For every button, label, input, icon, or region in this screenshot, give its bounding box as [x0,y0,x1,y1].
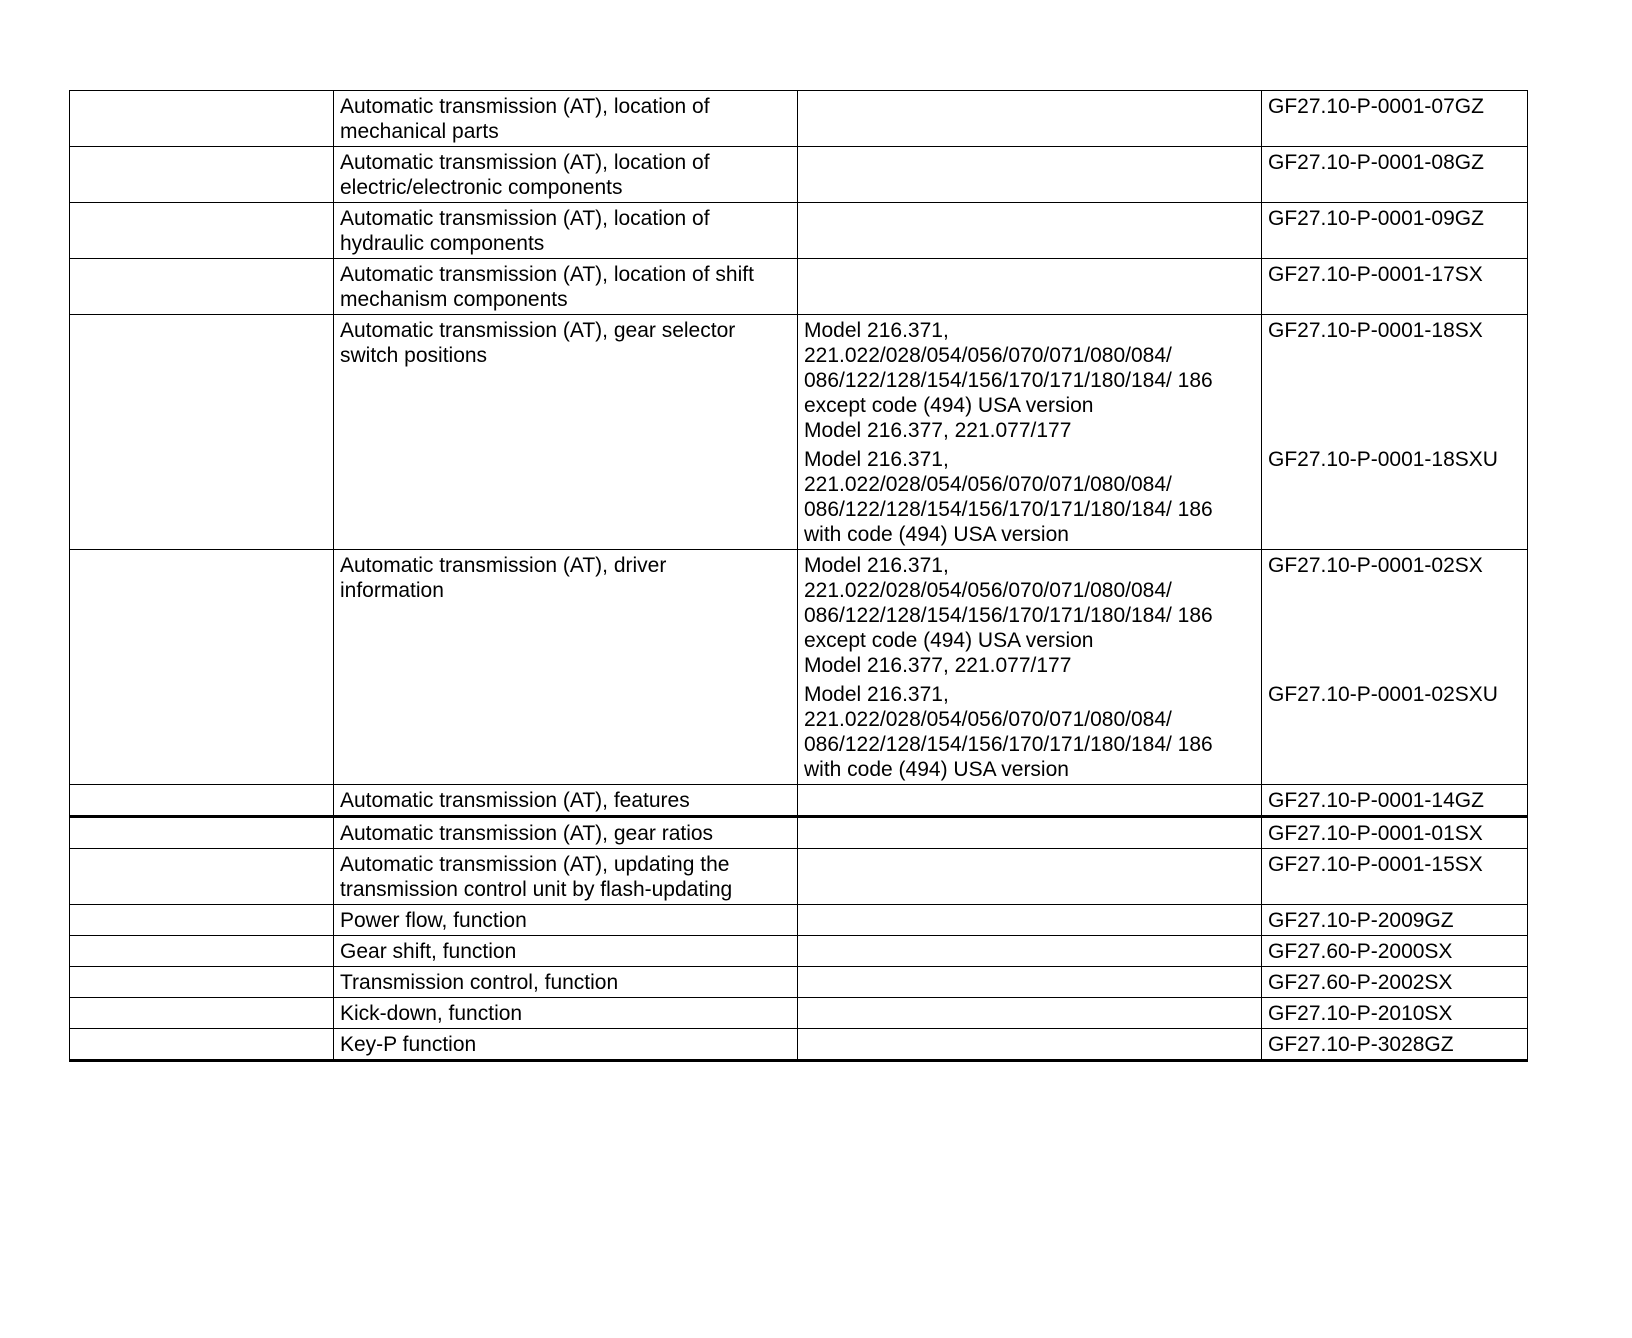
model-cell [798,147,1262,203]
model-text: Model 216.377, 221.077/177 [804,654,1072,677]
model-cell [798,936,1262,967]
topic-text: Automatic transmission (AT), driver [340,554,667,577]
document-code-link[interactable]: GF27.10-P-3028GZ [1268,1033,1454,1056]
topic-text: Automatic transmission (AT), location of [340,151,710,174]
model-text: 221.022/028/054/056/070/071/080/084/ [804,579,1172,602]
empty-cell [70,967,334,998]
empty-cell [70,203,334,259]
document-code-group [1268,970,1521,995]
document-code-group [1268,788,1521,813]
topic-text: information [340,579,444,602]
document-code-link[interactable]: GF27.10-P-0001-08GZ [1268,151,1484,174]
topic-text: electric/electronic components [340,176,623,199]
topic-text: Gear shift, function [340,940,517,963]
document-code-group [1268,447,1521,547]
table-row [70,91,1528,147]
topic-cell [334,817,798,849]
document-code-cell [1262,91,1528,147]
topic-cell [334,203,798,259]
document-code-cell [1262,849,1528,905]
topic-cell [334,147,798,203]
model-group [804,852,1255,877]
document-code-group [1268,318,1521,443]
topic-cell [334,936,798,967]
model-group [804,939,1255,964]
empty-cell [70,315,334,550]
table-row [70,1029,1528,1061]
topic-text: mechanical parts [340,120,499,143]
model-group [804,821,1255,846]
document-code-link[interactable]: GF27.10-P-0001-18SXU [1268,448,1498,471]
empty-cell [70,1029,334,1061]
model-text: 086/122/128/154/156/170/171/180/184/ 186 [804,498,1213,521]
topic-cell [334,1029,798,1061]
empty-cell [70,936,334,967]
table-row [70,817,1528,849]
model-text: Model 216.371, [804,683,949,706]
model-group [804,1001,1255,1026]
model-text: Model 216.377, 221.077/177 [804,419,1072,442]
model-group [804,94,1255,119]
topic-text: Key-P function [340,1033,477,1056]
topic-text: Kick-down, function [340,1002,523,1025]
model-group [804,1032,1255,1057]
model-group [804,553,1255,678]
document-code-group [1268,939,1521,964]
topic-cell [334,550,798,785]
table-row [70,315,1528,550]
document-code-cell [1262,259,1528,315]
topic-text: Automatic transmission (AT), gear ratios [340,822,714,845]
document-code-link[interactable]: GF27.10-P-0001-18SX [1268,319,1483,342]
model-text: Model 216.371, [804,319,949,342]
model-group [804,150,1255,175]
model-group [804,682,1255,782]
model-text: 221.022/028/054/056/070/071/080/084/ [804,473,1172,496]
document-code-cell [1262,817,1528,849]
model-cell [798,905,1262,936]
table-body [70,91,1528,1061]
table-row [70,936,1528,967]
model-cell [798,259,1262,315]
document-code-group [1268,682,1521,782]
model-group [804,908,1255,933]
document-code-link[interactable]: GF27.10-P-0001-09GZ [1268,207,1484,230]
model-cell [798,849,1262,905]
empty-cell [70,91,334,147]
topic-text: transmission control unit by flash-updating [340,878,733,901]
model-cell [798,315,1262,550]
model-cell [798,1029,1262,1061]
model-cell [798,967,1262,998]
document-code-cell [1262,203,1528,259]
topic-cell [334,998,798,1029]
document-code-cell [1262,147,1528,203]
topic-cell [334,849,798,905]
topic-text: Power flow, function [340,909,527,932]
model-text: 221.022/028/054/056/070/071/080/084/ [804,344,1172,367]
document-code-group [1268,206,1521,231]
document-code-group [1268,1001,1521,1026]
document-code-cell [1262,315,1528,550]
document-code-link[interactable]: GF27.10-P-0001-17SX [1268,263,1483,286]
document-code-group [1268,262,1521,287]
model-cell [798,785,1262,817]
document-code-link[interactable]: GF27.10-P-0001-07GZ [1268,95,1484,118]
topic-cell [334,91,798,147]
empty-cell [70,817,334,849]
model-cell [798,550,1262,785]
model-text: 086/122/128/154/156/170/171/180/184/ 186 [804,733,1213,756]
model-cell [798,998,1262,1029]
document-code-cell [1262,550,1528,785]
topic-text: Transmission control, function [340,971,619,994]
topic-text: Automatic transmission (AT), features [340,789,690,812]
document-code-cell [1262,936,1528,967]
model-group [804,318,1255,443]
document-code-group [1268,94,1521,119]
topic-cell [334,259,798,315]
table-row [70,785,1528,817]
model-text: 086/122/128/154/156/170/171/180/184/ 186 [804,604,1213,627]
document-code-group [1268,1032,1521,1057]
model-cell [798,817,1262,849]
empty-cell [70,849,334,905]
document-code-link[interactable]: GF27.10-P-0001-01SX [1268,822,1483,845]
model-text: 221.022/028/054/056/070/071/080/084/ [804,708,1172,731]
table-row [70,998,1528,1029]
topic-text: Automatic transmission (AT), updating the [340,853,730,876]
model-group [804,262,1255,287]
model-text: except code (494) USA version [804,394,1094,417]
empty-cell [70,998,334,1029]
document-code-cell [1262,998,1528,1029]
topic-text: Automatic transmission (AT), location of [340,207,710,230]
empty-cell [70,550,334,785]
model-group [804,447,1255,547]
topic-cell [334,785,798,817]
document-code-link[interactable]: GF27.10-P-0001-15SX [1268,853,1483,876]
document-code-cell [1262,967,1528,998]
table-row [70,203,1528,259]
document-code-link[interactable]: GF27.10-P-2010SX [1268,1002,1453,1025]
topic-cell [334,967,798,998]
model-text: except code (494) USA version [804,629,1094,652]
model-text: 086/122/128/154/156/170/171/180/184/ 186 [804,369,1213,392]
document-code-group [1268,553,1521,678]
document-code-link[interactable]: GF27.10-P-0001-02SXU [1268,683,1498,706]
model-cell [798,91,1262,147]
table-row [70,550,1528,785]
document-code-cell [1262,1029,1528,1061]
document-code-link[interactable]: GF27.60-P-2000SX [1268,940,1453,963]
document-table [69,90,1528,1062]
topic-text: hydraulic components [340,232,545,255]
empty-cell [70,905,334,936]
topic-cell [334,905,798,936]
model-group [804,206,1255,231]
empty-cell [70,147,334,203]
topic-text: Automatic transmission (AT), location of [340,95,710,118]
table-row [70,849,1528,905]
empty-cell [70,785,334,817]
table-row [70,259,1528,315]
document-code-link[interactable]: GF27.10-P-0001-02SX [1268,554,1483,577]
topic-text: switch positions [340,344,488,367]
table-row [70,147,1528,203]
model-group [804,970,1255,995]
model-cell [798,203,1262,259]
document-code-link[interactable]: GF27.10-P-0001-14GZ [1268,789,1484,812]
document-code-group [1268,852,1521,877]
topic-text: Automatic transmission (AT), gear selector [340,319,736,342]
document-code-group [1268,150,1521,175]
document-code-cell [1262,785,1528,817]
document-code-group [1268,908,1521,933]
document-code-group [1268,821,1521,846]
model-group [804,788,1255,813]
topic-text: Automatic transmission (AT), location of shift [340,263,754,286]
empty-cell [70,259,334,315]
model-text: with code (494) USA version [804,523,1069,546]
model-text: with code (494) USA version [804,758,1069,781]
document-code-link[interactable]: GF27.60-P-2002SX [1268,971,1453,994]
document-code-link[interactable]: GF27.10-P-2009GZ [1268,909,1454,932]
model-text: Model 216.371, [804,554,949,577]
topic-cell [334,315,798,550]
table-row [70,905,1528,936]
topic-text: mechanism components [340,288,568,311]
table-row [70,967,1528,998]
document-code-cell [1262,905,1528,936]
model-text: Model 216.371, [804,448,949,471]
